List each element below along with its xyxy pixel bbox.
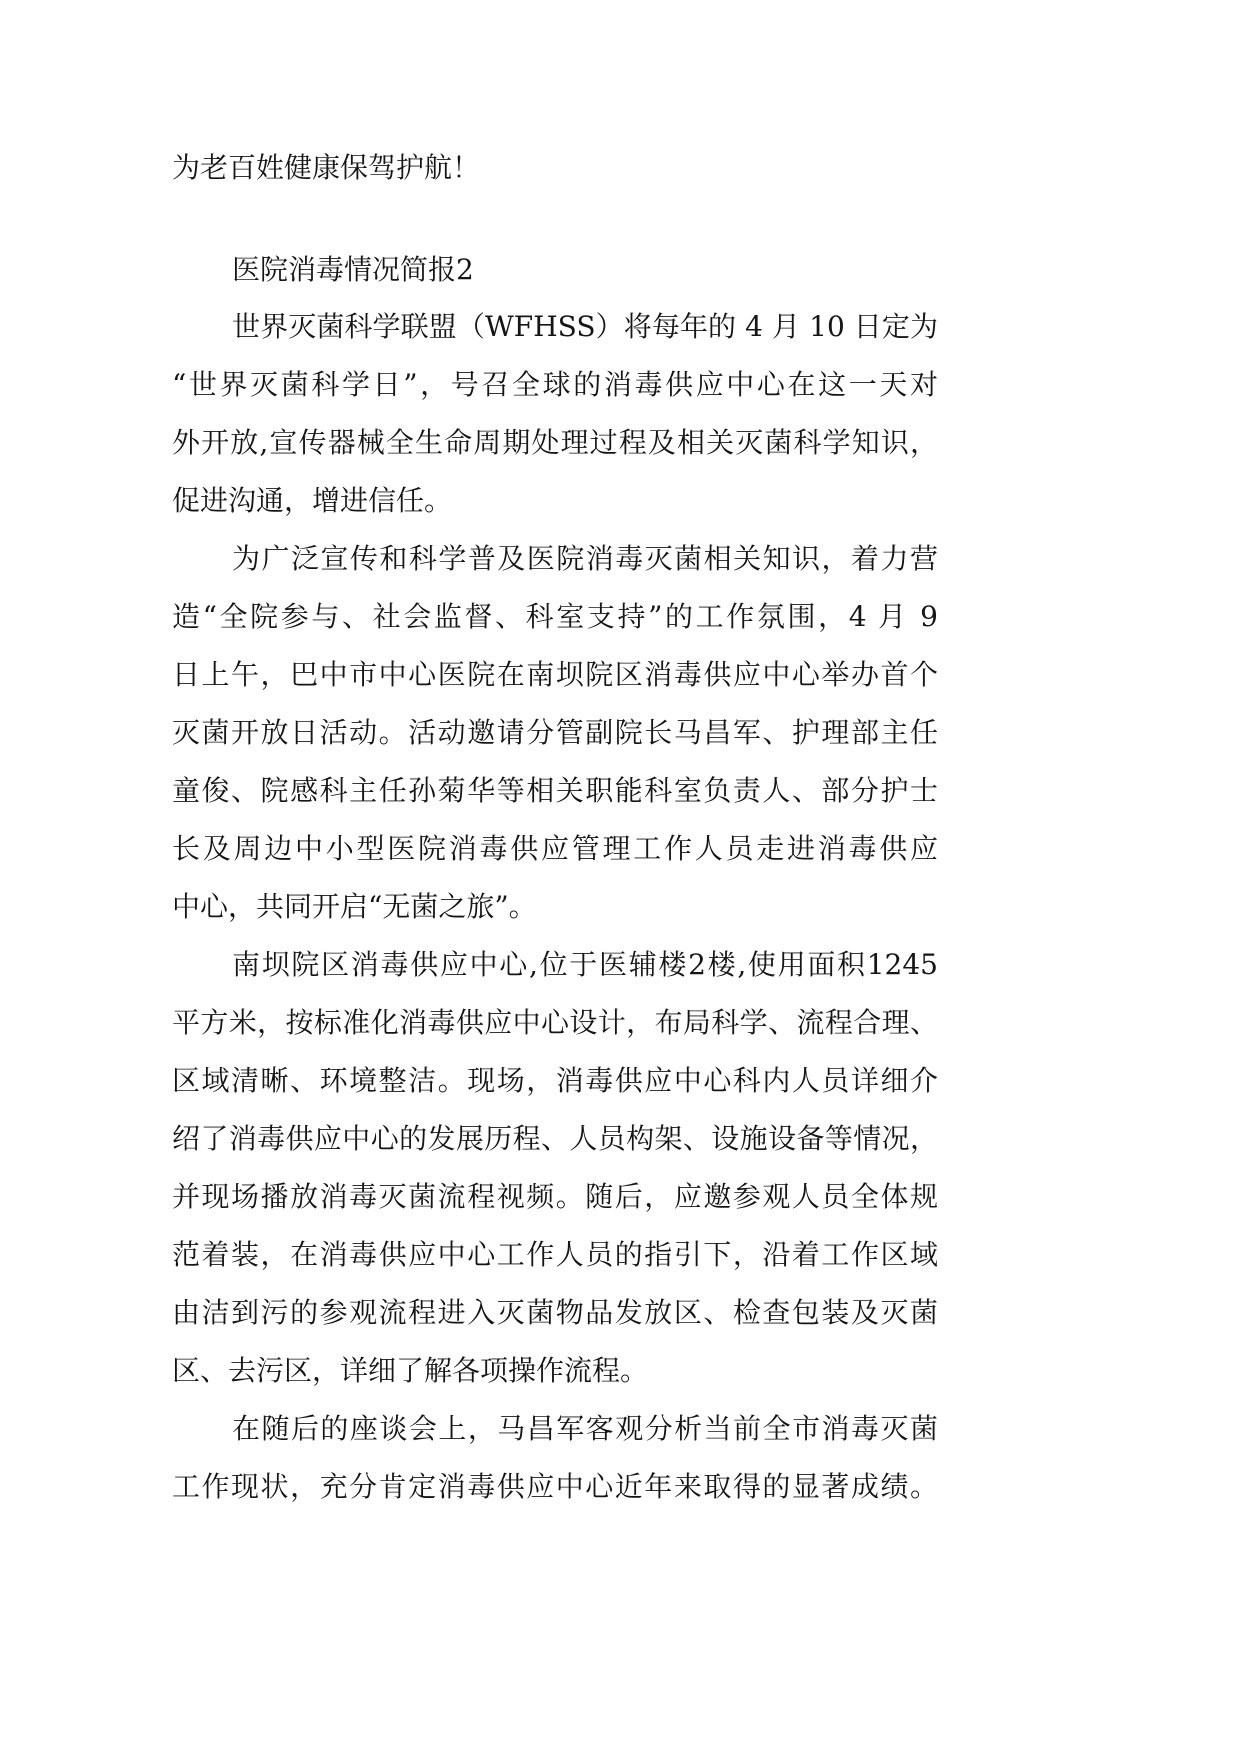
paragraph-line: 在随后的座谈会上，马昌军客观分析当前全市消毒灭菌	[232, 1412, 938, 1445]
paragraph-line: 促进沟通，增进信任。	[172, 484, 453, 517]
paragraph-line: 南坝院区消毒供应中心,位于医辅楼2楼,使用面积1245	[232, 948, 938, 981]
paragraph-line: 平方米，按标准化消毒供应中心设计，布局科学、流程合理、	[172, 1006, 938, 1039]
paragraph-line: 由洁到污的参观流程进入灭菌物品发放区、检查包装及灭菌	[172, 1296, 938, 1329]
paragraph-line: 外开放,宣传器械全生命周期处理过程及相关灭菌科学知识，	[172, 426, 938, 459]
paragraph-line: 绍了消毒供应中心的发展历程、人员构架、设施设备等情况，	[172, 1122, 938, 1155]
paragraph-line: 区、去污区，详细了解各项操作流程。	[172, 1354, 649, 1387]
paragraph-line: 长及周边中小型医院消毒供应管理工作人员走进消毒供应	[172, 832, 938, 865]
paragraph-line: 范着装，在消毒供应中心工作人员的指引下，沿着工作区域	[172, 1238, 938, 1271]
document-body	[172, 298, 938, 1516]
paragraph-line: 为广泛宣传和科学普及医院消毒灭菌相关知识，着力营	[232, 542, 938, 575]
paragraph-line: 灭菌开放日活动。活动邀请分管副院长马昌军、护理部主任	[172, 716, 938, 749]
paragraph-line: “世界灭菌科学日”，号召全球的消毒供应中心在这一天对	[172, 368, 938, 401]
paragraph-line: 工作现状，充分肯定消毒供应中心近年来取得的显著成绩。	[172, 1470, 938, 1503]
paragraph-line: 并现场播放消毒灭菌流程视频。随后，应邀参观人员全体规	[172, 1180, 938, 1213]
section-title: 医院消毒情况简报2	[232, 253, 474, 286]
continuation-line: 为老百姓健康保驾护航！	[172, 151, 481, 184]
paragraph-line: 世界灭菌科学联盟（WFHSS）将每年的 4 月 10 日定为	[232, 310, 938, 343]
paragraph-line: 造“全院参与、社会监督、科室支持”的工作氛围，4 月 9	[172, 600, 938, 633]
paragraph-symposium	[172, 1400, 938, 1516]
paragraph-line: 区域清晰、环境整洁。现场，消毒供应中心科内人员详细介	[172, 1064, 938, 1097]
paragraph-line: 日上午，巴中市中心医院在南坝院区消毒供应中心举办首个	[172, 658, 938, 691]
paragraph-facility-tour	[172, 936, 938, 1400]
paragraph-line: 中心，共同开启“无菌之旅”。	[172, 890, 537, 923]
paragraph-line: 童俊、院感科主任孙菊华等相关职能科室负责人、部分护士	[172, 774, 938, 807]
paragraph-wfhss-intro	[172, 298, 938, 530]
paragraph-open-day	[172, 530, 938, 936]
